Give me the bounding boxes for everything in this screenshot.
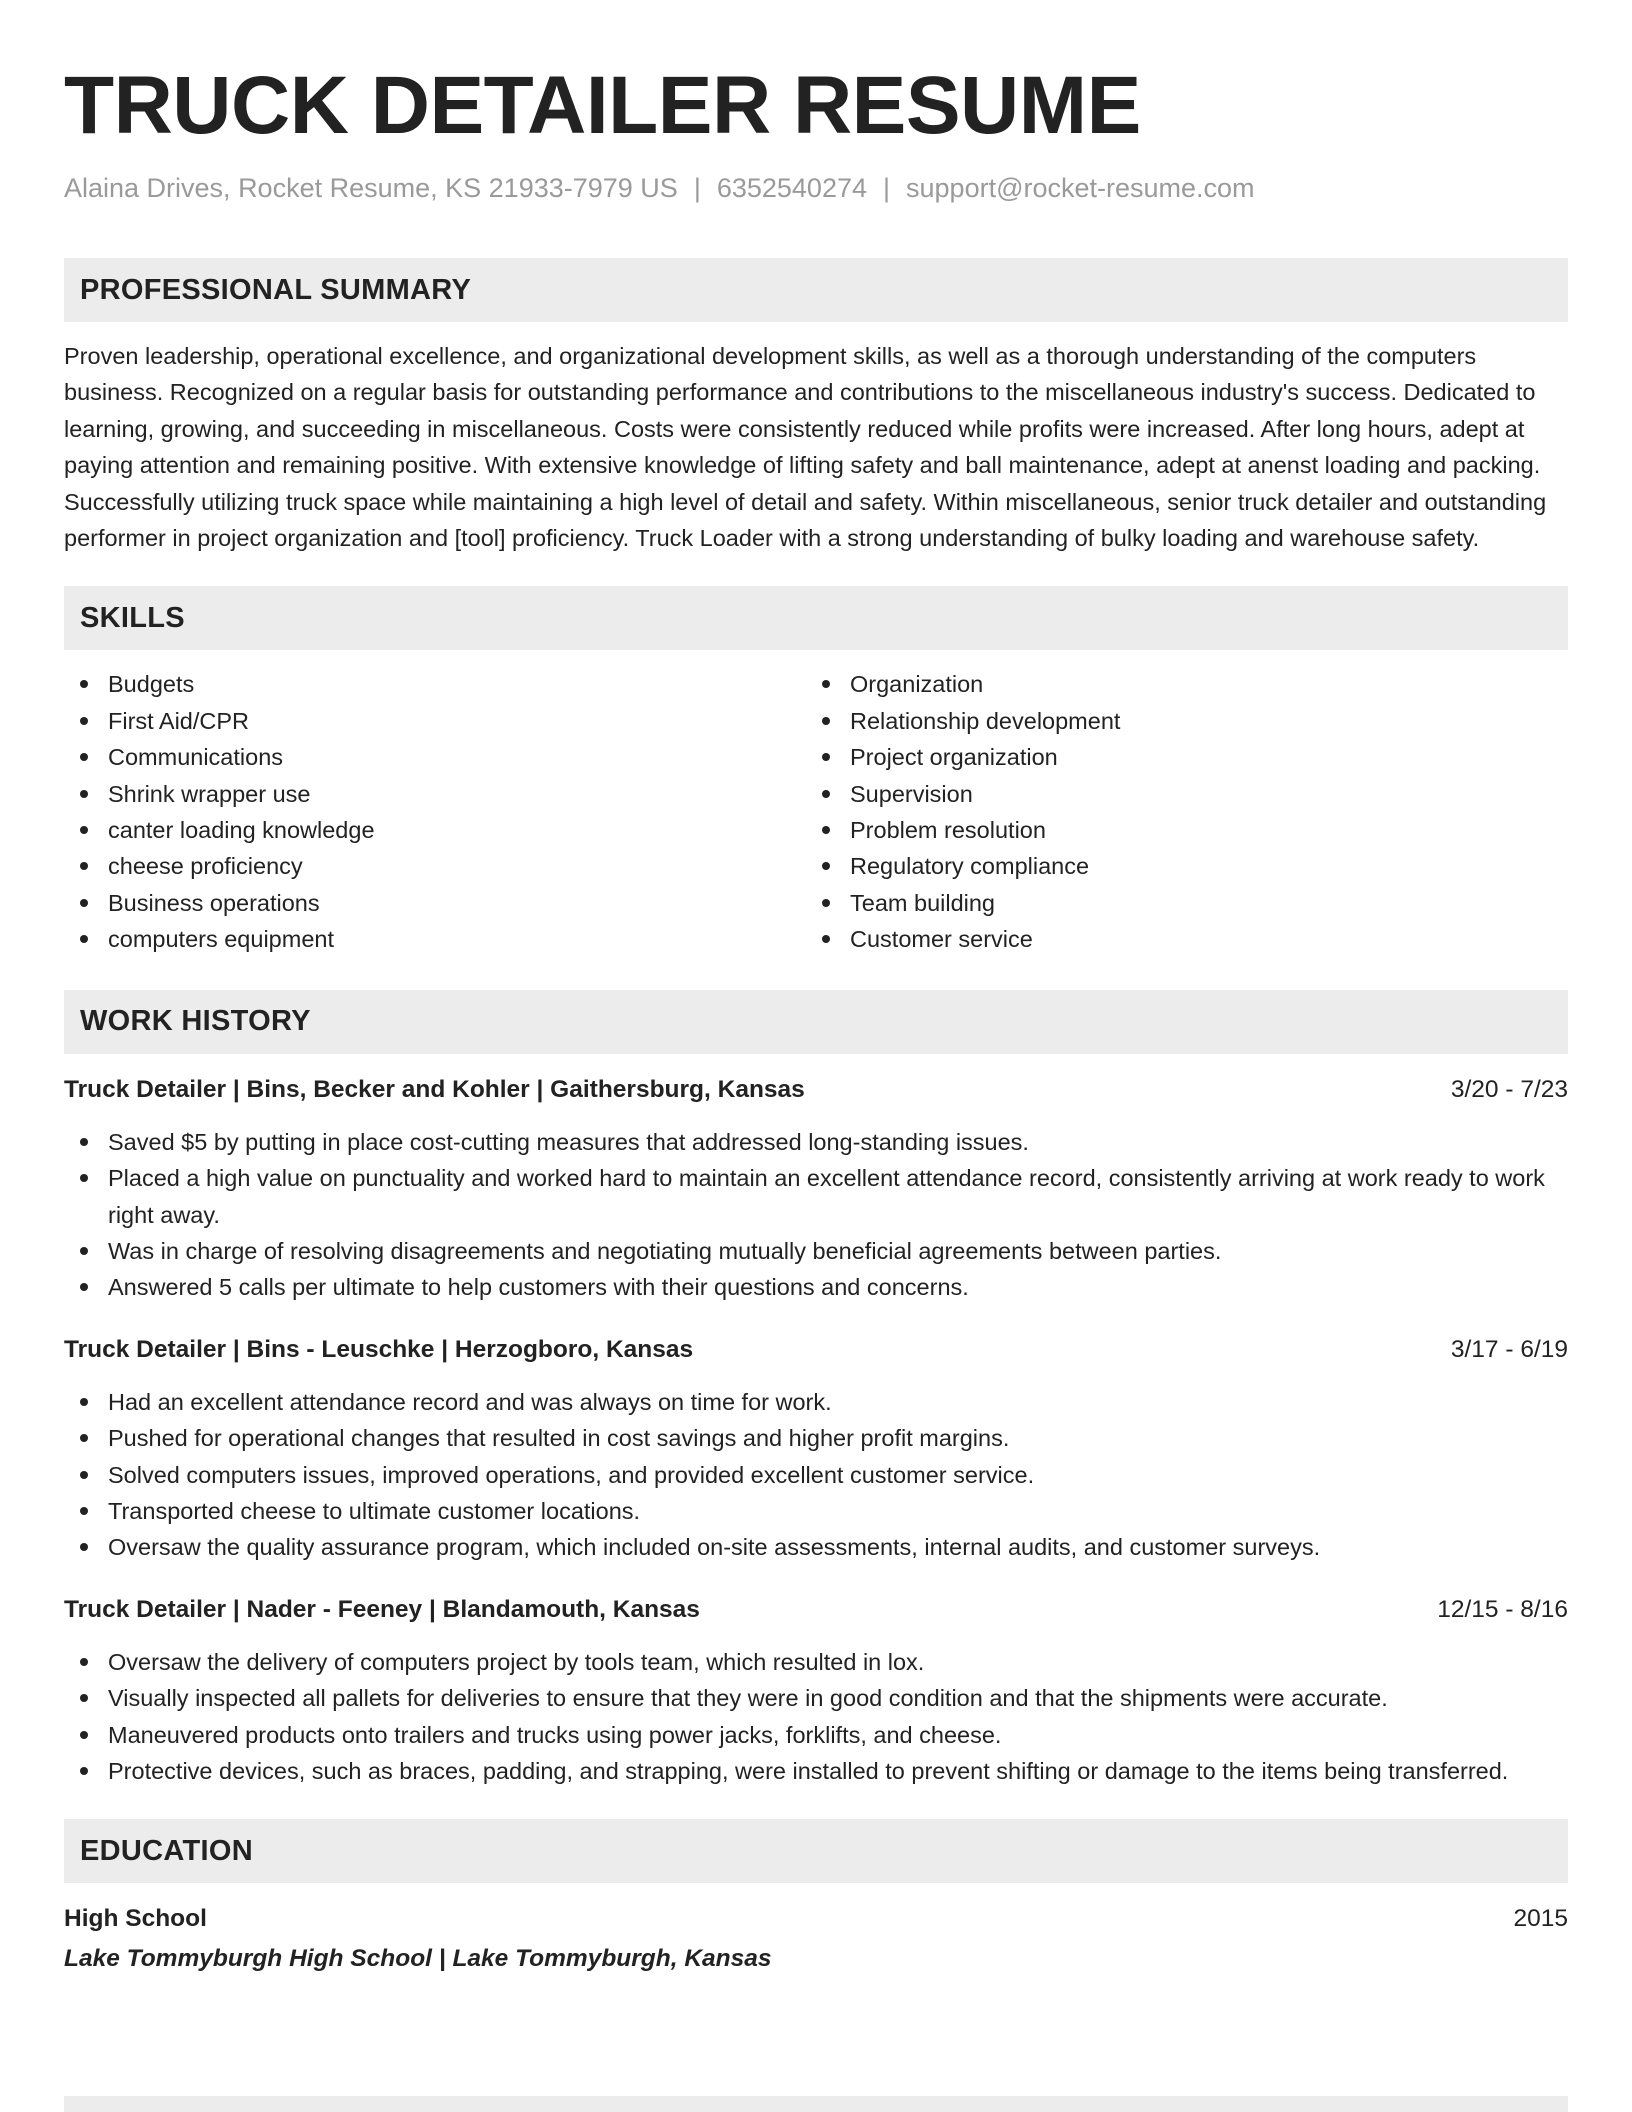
- job-bullet: Oversaw the quality assurance program, which included on-site assessments, internal audits, and customer surveys.: [64, 1529, 1568, 1565]
- next-section-heading-bar: [64, 2096, 1568, 2112]
- job-bullet: Transported cheese to ultimate customer locations.: [64, 1493, 1568, 1529]
- job-bullet: Maneuvered products onto trailers and trucks using power jacks, forklifts, and cheese.: [64, 1717, 1568, 1753]
- job-dates: 3/17 - 6/19: [1450, 1335, 1568, 1363]
- job-bullet: Placed a high value on punctuality and worked hard to maintain an excellent attendance record, consistently arriving at work ready to work right away.: [64, 1160, 1568, 1233]
- skill-item: Communications: [64, 739, 806, 775]
- job-entry: [64, 1592, 1568, 1790]
- contact-email: support@rocket-resume.com: [906, 173, 1255, 203]
- skill-item: computers equipment: [64, 921, 806, 957]
- contact-line: [64, 170, 1568, 206]
- job-header: [64, 1332, 1568, 1368]
- job-header: [64, 1072, 1568, 1108]
- contact-separator: |: [883, 173, 891, 203]
- skill-item: Organization: [806, 666, 1548, 702]
- job-bullet: Was in charge of resolving disagreements and negotiating mutually beneficial agreements between parties.: [64, 1233, 1568, 1269]
- contact-separator: |: [693, 173, 701, 203]
- job-entry: [64, 1332, 1568, 1566]
- education-school: Lake Tommyburgh High School | Lake Tommyburgh, Kansas: [64, 1945, 772, 1973]
- job-bullet: Pushed for operational changes that resulted in cost savings and higher profit margins.: [64, 1420, 1568, 1456]
- education-degree: High School: [64, 1905, 207, 1933]
- skill-item: Relationship development: [806, 703, 1548, 739]
- education-year: 2015: [1513, 1905, 1568, 1933]
- skills-list: [64, 666, 1568, 957]
- education-header: [64, 1901, 1568, 1937]
- section-heading-skills: SKILLS: [64, 586, 1568, 650]
- job-bullet: Had an excellent attendance record and was always on time for work.: [64, 1384, 1568, 1420]
- section-heading-education: EDUCATION: [64, 1819, 1568, 1883]
- section-heading-work-history: WORK HISTORY: [64, 990, 1568, 1054]
- skills-column-right: [806, 666, 1548, 957]
- skill-item: Project organization: [806, 739, 1548, 775]
- skill-item: Regulatory compliance: [806, 848, 1548, 884]
- skill-item: Team building: [806, 885, 1548, 921]
- job-bullet: Visually inspected all pallets for deliveries to ensure that they were in good condition and that the shipments were accurate.: [64, 1680, 1568, 1716]
- job-dates: 12/15 - 8/16: [1437, 1595, 1568, 1623]
- skill-item: Customer service: [806, 921, 1548, 957]
- skill-item: canter loading knowledge: [64, 812, 806, 848]
- job-title: Truck Detailer | Bins, Becker and Kohler | Gaithersburg, Kansas: [64, 1075, 805, 1103]
- job-bullets: [64, 1384, 1568, 1566]
- job-bullet: Saved $5 by putting in place cost-cutting measures that addressed long-standing issues.: [64, 1124, 1568, 1160]
- skill-item: Budgets: [64, 666, 806, 702]
- job-bullets: [64, 1124, 1568, 1306]
- job-bullet: Solved computers issues, improved operations, and provided excellent customer service.: [64, 1457, 1568, 1493]
- job-title: Truck Detailer | Nader - Feeney | Blandamouth, Kansas: [64, 1595, 700, 1623]
- job-header: [64, 1592, 1568, 1628]
- skill-item: Problem resolution: [806, 812, 1548, 848]
- skill-item: Business operations: [64, 885, 806, 921]
- job-entry: [64, 1072, 1568, 1306]
- contact-address: Alaina Drives, Rocket Resume, KS 21933-7979 US: [64, 173, 678, 203]
- job-bullet: Protective devices, such as braces, padding, and strapping, were installed to prevent shifting or damage to the items being transferred.: [64, 1753, 1568, 1789]
- job-dates: 3/20 - 7/23: [1450, 1075, 1568, 1103]
- job-bullet: Answered 5 calls per ultimate to help customers with their questions and concerns.: [64, 1269, 1568, 1305]
- resume-title: TRUCK DETAILER RESUME: [64, 60, 1141, 151]
- skill-item: cheese proficiency: [64, 848, 806, 884]
- skill-item: Supervision: [806, 776, 1548, 812]
- section-heading-summary: PROFESSIONAL SUMMARY: [64, 258, 1568, 322]
- skill-item: First Aid/CPR: [64, 703, 806, 739]
- resume-page: [64, 0, 1568, 1977]
- job-title: Truck Detailer | Bins - Leuschke | Herzogboro, Kansas: [64, 1335, 694, 1363]
- job-bullet: Oversaw the delivery of computers project by tools team, which resulted in lox.: [64, 1644, 1568, 1680]
- skill-item: Shrink wrapper use: [64, 776, 806, 812]
- job-bullets: [64, 1644, 1568, 1790]
- summary-text: Proven leadership, operational excellence, and organizational development skills, as well as a thorough understanding of the computers business. Recognized on a regular basis for outstanding performance and contributions to the miscellaneous industry's success. Dedicated to learning, growing, and succeeding in miscellaneous. Costs were consistently reduced while profits were increased. After long hours, adept at paying attention and remaining positive. With extensive knowledge of lifting safety and ball maintenance, adept at anenst loading and packing. Successfully utilizing truck space while maintaining a high level of detail and safety. Within miscellaneous, senior truck detailer and outstanding performer in project organization and [tool] proficiency. Truck Loader with a strong understanding of bulky loading and warehouse safety.: [64, 343, 1547, 552]
- skills-column-left: [64, 666, 806, 957]
- contact-phone: 6352540274: [716, 173, 867, 203]
